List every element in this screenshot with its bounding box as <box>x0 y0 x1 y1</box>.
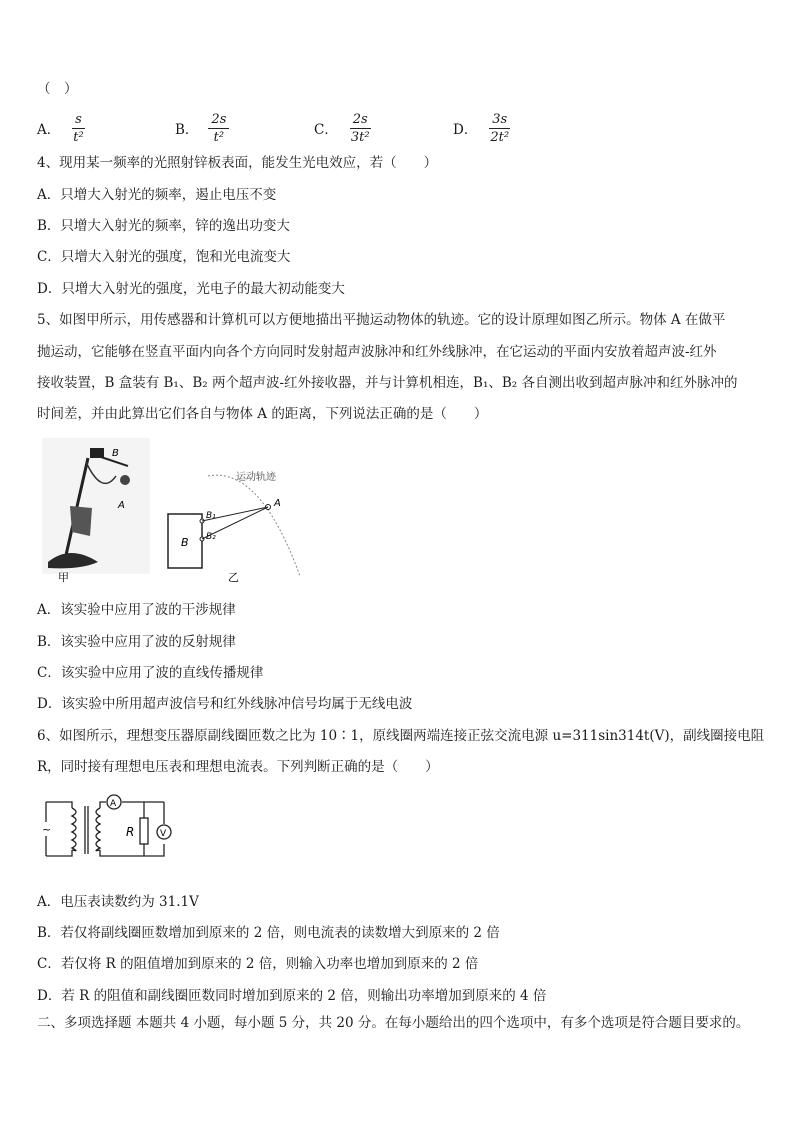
q4-option-c[interactable]: C．只增大入射光的强度，饱和光电流变大 <box>37 249 291 265</box>
clamp <box>70 506 92 536</box>
q6-option-b[interactable]: B．若仅将副线圈匝数增加到原来的 2 倍，则电流表的读数增大到原来的 2 倍 <box>37 925 500 941</box>
photo-label-b: B <box>112 448 119 459</box>
q6-circuit <box>36 790 186 870</box>
label-b2: B₂ <box>206 532 216 542</box>
q4-option-b[interactable]: B．只增大入射光的频率，锌的逸出功变大 <box>37 218 290 234</box>
fraction: $\frac{3s}{\text{2t²}}$ <box>490 111 510 145</box>
primary-coil <box>72 808 76 851</box>
q5-option-c[interactable]: C．该实验中应用了波的直线传播规律 <box>37 665 264 681</box>
q5-stem-line: 接收装置，B 盒装有 B₁、B₂ 两个超声波-红外接收器，并与计算机相连，B₁、B₂ 各自测出收到超声脉冲和红外脉冲的 <box>37 375 738 391</box>
label-a: A <box>274 498 281 509</box>
q3-option-b[interactable]: B． $\frac{2s}{\text{t²}}$ <box>175 108 229 148</box>
secondary-coil <box>96 808 100 851</box>
q5-stem-line: 5、如图甲所示，用传感器和计算机可以方便地描出平抛运动物体的轨迹。它的设计原理如图乙所示。物体 A 在做平 <box>37 312 726 328</box>
q6-stem-line: R，同时接有理想电压表和理想电流表。下列判断正确的是（ ） <box>37 759 439 775</box>
label-b: B <box>181 536 189 549</box>
photo-background <box>42 438 150 574</box>
q6-option-c[interactable]: C．若仅将 R 的阻值增加到原来的 2 倍，则输入功率也增加到原来的 2 倍 <box>37 956 479 972</box>
fraction: $\frac{2s}{\text{t²}}$ <box>208 112 229 145</box>
trajectory-curve <box>208 475 300 576</box>
q3-option-a[interactable]: A． $\frac{s}{\text{t²}}$ <box>37 108 87 148</box>
object-a-photo <box>120 475 130 485</box>
q6-option-d[interactable]: D．若 R 的阻值和副线圈匝数同时增加到原来的 2 倍，则输出功率增加到原来的 4 倍 <box>37 988 547 1004</box>
voltmeter-label: V <box>160 829 167 839</box>
wire <box>100 802 106 808</box>
photo-label-a: A <box>118 500 125 511</box>
trajectory-label: 运动轨迹 <box>236 472 276 483</box>
q5-stem-line: 时间差，并由此算出它们各自与物体 A 的距离，下列说法正确的是（ ） <box>37 406 488 422</box>
q4-stem: 4、现用某一频率的光照射锌板表面，能发生光电效应，若（ ） <box>37 155 438 171</box>
fraction: $\frac{s}{\text{t²}}$ <box>73 111 84 145</box>
q5-option-b[interactable]: B．该实验中应用了波的反射规律 <box>37 634 236 650</box>
wire <box>46 850 72 856</box>
label-b1: B₁ <box>206 511 216 521</box>
q5-option-d[interactable]: D．该实验中所用超声波信号和红外线脉冲信号均属于无线电波 <box>37 696 413 712</box>
diagram-principle <box>168 470 300 584</box>
q5-figure <box>40 436 310 586</box>
q6-stem-line: 6、如图所示，理想变压器原副线圈匝数之比为 10∶1，原线圈两端连接正弦交流电源 u=311sin314t(V)，副线圈接电阻 <box>37 728 765 744</box>
q5-option-a[interactable]: A．该实验中应用了波的干涉规律 <box>37 602 236 618</box>
section-heading-multiple-choice: 二、多项选择题 本题共 4 小题，每小题 5 分，共 20 分。在每小题给出的四个选项中，有多个选项是符合题目要求的。 <box>37 1015 750 1031</box>
ammeter-label: A <box>110 799 117 809</box>
receiver-box <box>90 448 104 458</box>
photo-apparatus <box>42 438 150 584</box>
q4-option-d[interactable]: D．只增大入射光的强度，光电子的最大初动能变大 <box>37 281 345 297</box>
wire <box>100 844 164 856</box>
wire <box>46 802 72 808</box>
fraction: $\frac{2s}{\text{3t²}}$ <box>350 111 370 145</box>
q3-options <box>37 108 737 148</box>
q6-option-a[interactable]: A．电压表读数约为 31.1V <box>37 894 199 910</box>
q3-option-d[interactable]: D． $\frac{3s}{\text{2t²}}$ <box>453 108 512 148</box>
ac-source: ~ <box>42 823 52 836</box>
q4-option-a[interactable]: A．只增大入射光的频率，遏止电压不变 <box>37 187 277 203</box>
label-jia: 甲 <box>58 571 69 584</box>
q5-stem-line: 抛运动，它能够在竖直平面内向各个方向同时发射超声波脉冲和红外线脉冲，在它运动的平面内安放着超声波-红外 <box>37 344 717 360</box>
resistor-label: R <box>126 825 135 839</box>
q3-option-c[interactable]: C． $\frac{2s}{\text{3t²}}$ <box>314 108 373 148</box>
question-paren: （ ） <box>37 81 78 97</box>
resistor <box>140 818 148 844</box>
label-yi: 乙 <box>228 571 239 584</box>
